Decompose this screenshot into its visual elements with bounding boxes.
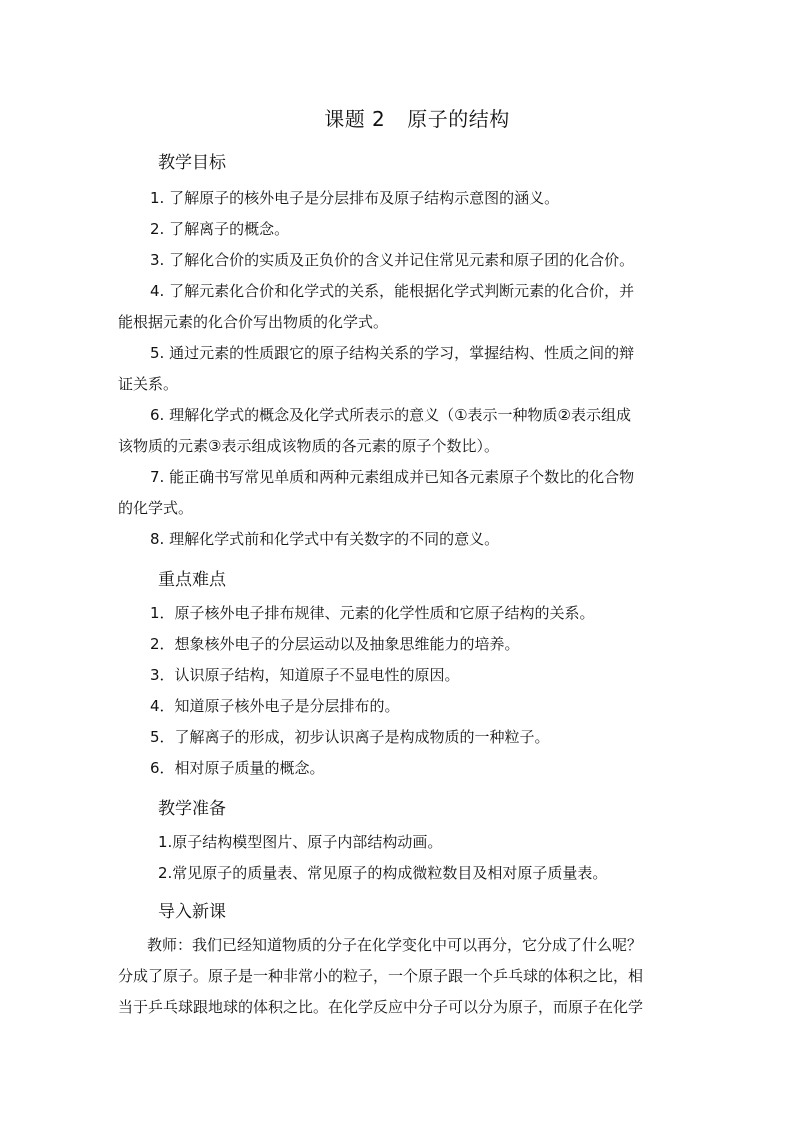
key-point-line: 5．了解离子的形成，初步认识离子是构成物质的一种粒子。 (150, 728, 550, 746)
intro-paragraph-line: 分成了原子。原子是一种非常小的粒子，一个原子跟一个乒乓球的体积之比，相 (118, 967, 644, 985)
section-heading-intro: 导入新课 (158, 902, 226, 922)
objective-line: 3. 了解化合价的实质及正负价的含义并记住常见元素和原子团的化合价。 (150, 251, 635, 269)
objective-line: 1. 了解原子的核外电子是分层排布及原子结构示意图的涵义。 (150, 189, 560, 207)
title-main: 原子的结构 (407, 107, 510, 131)
page-title (0, 103, 794, 132)
key-point-line: 3．认识原子结构，知道原子不显电性的原因。 (150, 666, 460, 684)
objective-line-continued: 能根据元素的化合价写出物质的化学式。 (118, 313, 389, 331)
objective-line: 2. 了解离子的概念。 (150, 220, 290, 238)
objective-line: 7. 能正确书写常见单质和两种元素组成并已知各元素原子个数比的化合物 (150, 468, 635, 486)
objective-line: 6. 理解化学式的概念及化学式所表示的意义（①表示一种物质②表示组成 (150, 406, 631, 424)
objective-line: 8. 理解化学式前和化学式中有关数字的不同的意义。 (150, 530, 500, 548)
intro-paragraph-line: 教师：我们已经知道物质的分子在化学变化中可以再分，它分成了什么呢？ (147, 936, 643, 954)
title-prefix: 课题 2 (324, 107, 386, 131)
section-heading-objectives: 教学目标 (158, 153, 226, 173)
key-point-line: 2．想象核外电子的分层运动以及抽象思维能力的培养。 (150, 635, 520, 653)
objective-line-continued: 该物质的元素③表示组成该物质的各元素的原子个数比）。 (118, 437, 499, 455)
key-point-line: 4．知道原子核外电子是分层排布的。 (150, 697, 400, 715)
key-point-line: 1．原子核外电子排布规律、元素的化学性质和它原子结构的关系。 (150, 604, 595, 622)
objective-line: 5. 通过元素的性质跟它的原子结构关系的学习，掌握结构、性质之间的辩 (150, 344, 635, 362)
objective-line: 4. 了解元素化合价和化学式的关系，能根据化学式判断元素的化合价，并 (150, 282, 635, 300)
objective-line-continued: 证关系。 (118, 375, 179, 393)
section-heading-key-points: 重点难点 (158, 570, 226, 590)
section-heading-preparation: 教学准备 (158, 799, 226, 819)
objective-line-continued: 的化学式。 (118, 499, 194, 517)
preparation-line: 1.原子结构模型图片、原子内部结构动画。 (158, 833, 443, 851)
preparation-line: 2.常见原子的质量表、常见原子的构成微粒数目及相对原子质量表。 (158, 864, 608, 882)
key-point-line: 6．相对原子质量的概念。 (150, 759, 325, 777)
intro-paragraph-line: 当于乒乓球跟地球的体积之比。在化学反应中分子可以分为原子，而原子在化学 (118, 998, 644, 1016)
